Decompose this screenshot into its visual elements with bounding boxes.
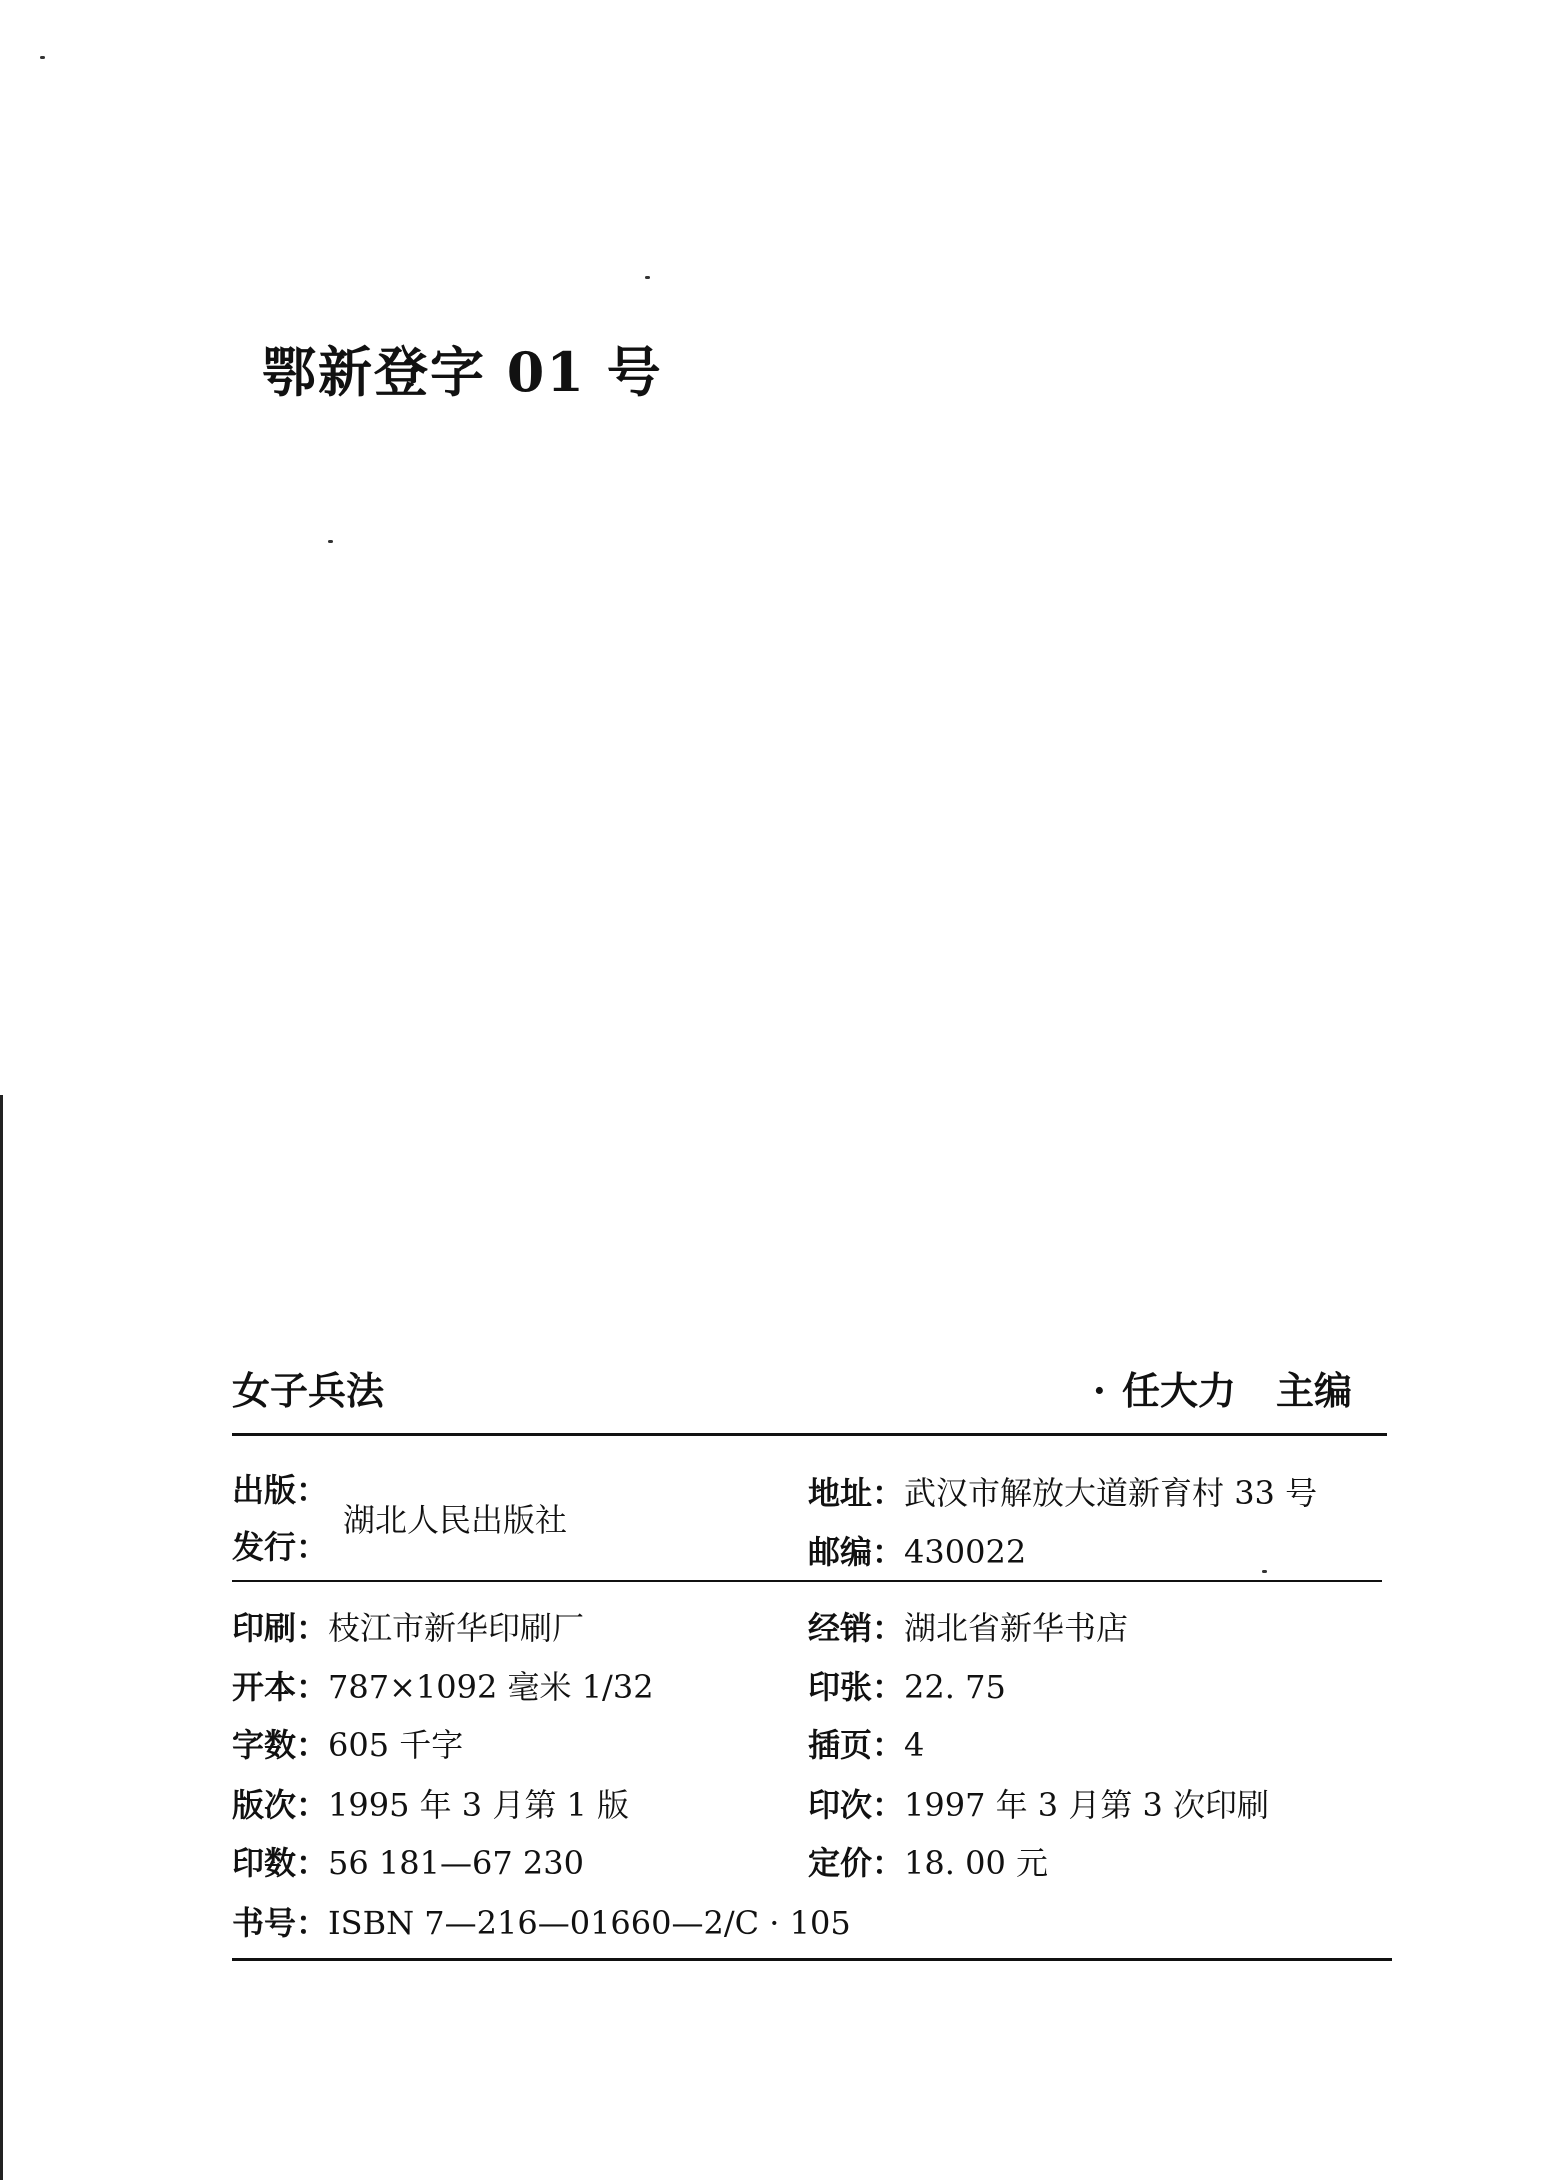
scan-speck	[645, 276, 650, 279]
rule-bottom	[232, 1958, 1392, 1961]
isbn-line	[232, 1898, 851, 1944]
detail-sheets	[808, 1662, 1006, 1708]
detail-label: 经销：	[808, 1609, 905, 1647]
publish-label: 出版：	[232, 1471, 329, 1509]
detail-value: 18. 00 元	[904, 1844, 1048, 1882]
detail-edition	[232, 1780, 629, 1826]
editor-name: 任大力	[1121, 1368, 1236, 1413]
detail-label: 印次：	[808, 1786, 905, 1824]
publisher-address	[808, 1468, 1317, 1514]
detail-value: 605 千字	[328, 1726, 464, 1764]
editor-dot: ·	[1092, 1368, 1106, 1413]
scan-speck	[1262, 1570, 1267, 1573]
distribute-label: 发行：	[232, 1528, 329, 1566]
detail-label: 插页：	[808, 1726, 905, 1764]
scan-edge-line	[0, 1095, 3, 2180]
zip-label: 邮编：	[808, 1533, 905, 1571]
detail-label: 印刷：	[232, 1609, 329, 1647]
publisher-name: 湖北人民出版社	[343, 1501, 568, 1539]
address-label: 地址：	[808, 1474, 905, 1512]
scan-speck	[328, 540, 333, 543]
publisher-zip	[808, 1527, 1026, 1573]
detail-value: 1995 年 3 月第 1 版	[328, 1786, 630, 1824]
isbn-value: ISBN 7—216—01660—2/C · 105	[328, 1904, 851, 1942]
address-value: 武汉市解放大道新育村 33 号	[904, 1474, 1318, 1512]
registration-number: 鄂新登字 01 号	[262, 340, 663, 404]
detail-print-run	[232, 1838, 584, 1884]
isbn-label: 书号：	[232, 1904, 329, 1942]
detail-label: 印数：	[232, 1844, 329, 1882]
title-row	[232, 1360, 1382, 1420]
detail-value: 湖北省新华书店	[904, 1609, 1129, 1647]
rule-top	[232, 1433, 1387, 1436]
detail-value: 56 181—67 230	[328, 1844, 584, 1882]
detail-printing	[808, 1780, 1269, 1826]
detail-distributor	[808, 1603, 1128, 1649]
detail-label: 版次：	[232, 1786, 329, 1824]
zip-value: 430022	[904, 1533, 1027, 1571]
detail-word-count	[232, 1720, 463, 1766]
book-title: 女子兵法	[232, 1368, 385, 1413]
detail-value: 22. 75	[904, 1668, 1006, 1706]
rule-middle	[232, 1580, 1382, 1582]
detail-printer	[232, 1603, 584, 1649]
detail-label: 开本：	[232, 1668, 329, 1706]
detail-label: 字数：	[232, 1726, 329, 1764]
detail-format	[232, 1662, 654, 1708]
detail-inserts	[808, 1720, 924, 1766]
detail-value: 1997 年 3 月第 3 次印刷	[904, 1786, 1270, 1824]
detail-label: 印张：	[808, 1668, 905, 1706]
detail-label: 定价：	[808, 1844, 905, 1882]
detail-value: 787×1092 毫米 1/32	[328, 1668, 654, 1706]
editor-credit	[1093, 1360, 1352, 1415]
scan-speck	[40, 56, 45, 59]
detail-price	[808, 1838, 1048, 1884]
editor-role: 主编	[1275, 1368, 1352, 1413]
detail-value: 枝江市新华印刷厂	[328, 1609, 585, 1647]
detail-value: 4	[904, 1726, 925, 1764]
